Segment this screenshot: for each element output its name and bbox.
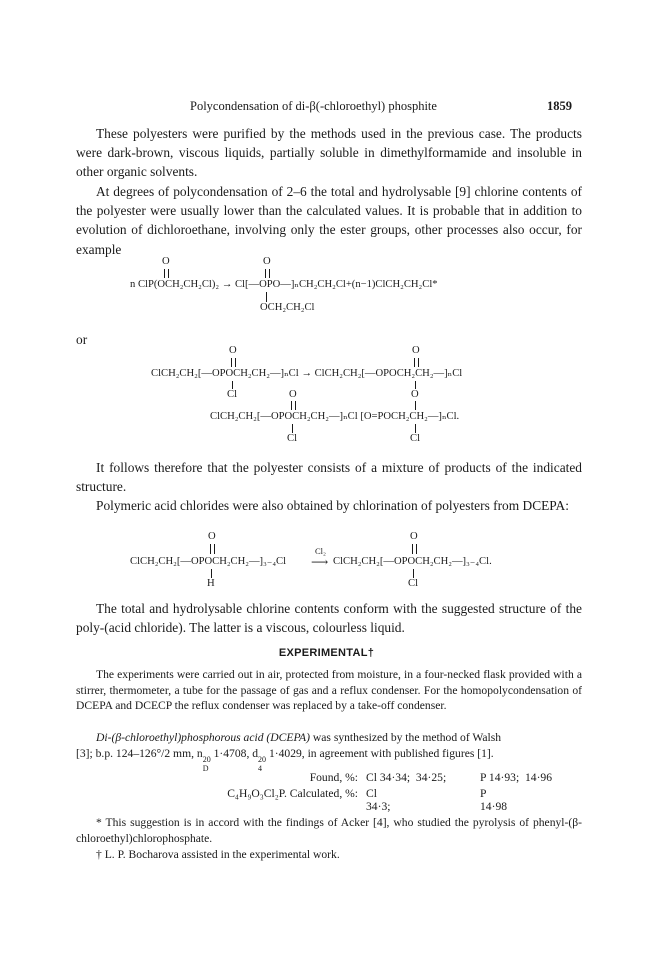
eq2-bond-o — [415, 381, 416, 389]
paragraph-degrees: At degrees of polycondensation of 2–6 the total and hydrolysable [9] chlorine contents of the polyester were usually lower than the calculated values. It is probable that in addition to evolution of dichloroethane, involving only the ester groups, other processes also occur, for example — [76, 184, 582, 257]
eq1-oxygen-1: O — [162, 256, 170, 267]
footnote-dagger: † L. P. Bocharova assisted in the experimental work. — [96, 848, 340, 861]
eq2-bond-cl-3 — [415, 424, 416, 433]
eq2-cl-label: Cl — [227, 389, 238, 400]
formula-calculated: C₄H₉O₃Cl₂P. Calculated, %: — [227, 787, 358, 800]
eq2-oxygen-1: O — [229, 345, 237, 356]
eq2-double-bond-2 — [414, 358, 419, 367]
eq2-oxygen-2: O — [412, 345, 420, 356]
eq3-bond-h — [211, 569, 212, 578]
eq1-double-bond-2 — [265, 269, 270, 278]
page-number: 1859 — [547, 99, 572, 113]
eq3-arrow-label: Cl₂ — [315, 546, 326, 556]
compound-name: Di-(β-chloroethyl)phosphorous acid (DCEPA) — [96, 731, 310, 744]
eq3-arrow: ⟶ — [311, 555, 329, 569]
eq3-h-label: H — [207, 578, 215, 589]
eq1-reaction: n ClP(OCH₂CH₂Cl)₂ → Cl[—OPO—]ₙCH₂CH₂Cl+(n−1)ClCH₂CH₂Cl* — [130, 279, 438, 290]
experimental-paragraph-2: Di-(β-chloroethyl)phosphorous acid (DCEPA) was synthesized by the method of Walsh — [96, 731, 502, 744]
paragraph-mixture: It follows therefore that the polyester consists of a mixture of products of the indicated structure. — [76, 460, 582, 495]
eq2-oxygen-3: O — [289, 389, 297, 400]
eq2-o-label: O — [411, 389, 419, 400]
section-heading-experimental: EXPERIMENTAL† — [278, 647, 375, 659]
footnote-asterisk: * This suggestion is in accord with the findings of Acker [4], who studied the pyrolysis of phenyl-(β-chloroethyl)chlorophosphate. — [76, 816, 582, 845]
paragraph-chlorination: Polymeric acid chlorides were also obtained by chlorination of polyesters from DCEPA: — [96, 498, 569, 513]
eq3-oxygen-1: O — [208, 531, 216, 542]
experimental-constants: [3]; b.p. 124–126°/2 mm, n 20 D 1·4708, d 20 4 1·4029, in agreement with published figures [1]. — [76, 747, 494, 773]
eq3-double-bond-1 — [210, 544, 215, 554]
calc-phosphorus: P 14·98 — [480, 787, 508, 813]
eq3-product: ClCH₂CH₂[—OPOCH₂CH₂—]₃₋₄Cl. — [333, 556, 492, 567]
eq3-double-bond-2 — [412, 544, 417, 554]
found-chlorine: Cl 34·34; 34·25; — [366, 771, 447, 784]
running-title: Polycondensation of di-β(-chloroethyl) phosphite — [190, 99, 437, 113]
eq2-line-2: ClCH₂CH₂[—OPOCH₂CH₂—]ₙCl [O=POCH₂CH₂—]ₙCl. — [210, 411, 460, 422]
eq3-reactant: ClCH₂CH₂[—OPOCH₂CH₂—]₃₋₄Cl — [130, 556, 287, 567]
eq3-cl-label: Cl — [408, 578, 419, 589]
eq1-oxygen-2: O — [263, 256, 271, 267]
eq2-bond-cl — [232, 381, 233, 389]
eq2-double-bond-3 — [291, 401, 296, 410]
eq3-oxygen-2: O — [410, 531, 418, 542]
paragraph-purification: These polyesters were purified by the methods used in the previous case. The products were dark-brown, viscous liquids, partially soluble in dimethylformamide and insoluble in other organic solvents. — [76, 126, 582, 180]
eq3-bond-cl — [413, 569, 414, 578]
eq2-cl-label-2: Cl — [287, 433, 298, 444]
paragraph-poly-acid-chloride: The total and hydrolysable chlorine contents conform with the suggested structure of the poly-(acid chloride). The latter is a viscous, colourless liquid. — [76, 601, 582, 636]
eq2-line-1: ClCH₂CH₂[—OPOCH₂CH₂—]ₙCl → ClCH₂CH₂[—OPOCH₂CH₂—]ₙCl — [151, 368, 463, 379]
eq2-bond-o-p — [415, 401, 416, 410]
experimental-paragraph-1: The experiments were carried out in air, protected from moisture, in a four-necked flask provided with a stirrer, thermometer, a tube for the passage of gas and a reflux condenser. For the homopolycondensation of DCEPA and DCECP the reflux condenser was replaced by a take-off condenser. — [76, 668, 582, 713]
eq1-double-bond-1 — [164, 269, 169, 278]
eq2-cl-label-3: Cl — [410, 433, 421, 444]
eq1-branch: OCH₂CH₂Cl — [260, 302, 315, 313]
found-phosphorus: P 14·93; 14·96 — [480, 771, 553, 784]
found-label: Found, %: — [309, 771, 358, 784]
word-or: or — [76, 332, 88, 347]
eq1-branch-bond — [266, 292, 267, 302]
calc-chlorine: Cl 34·3; — [366, 787, 391, 813]
eq2-double-bond-1 — [231, 358, 236, 367]
eq2-bond-cl-2 — [292, 424, 293, 433]
